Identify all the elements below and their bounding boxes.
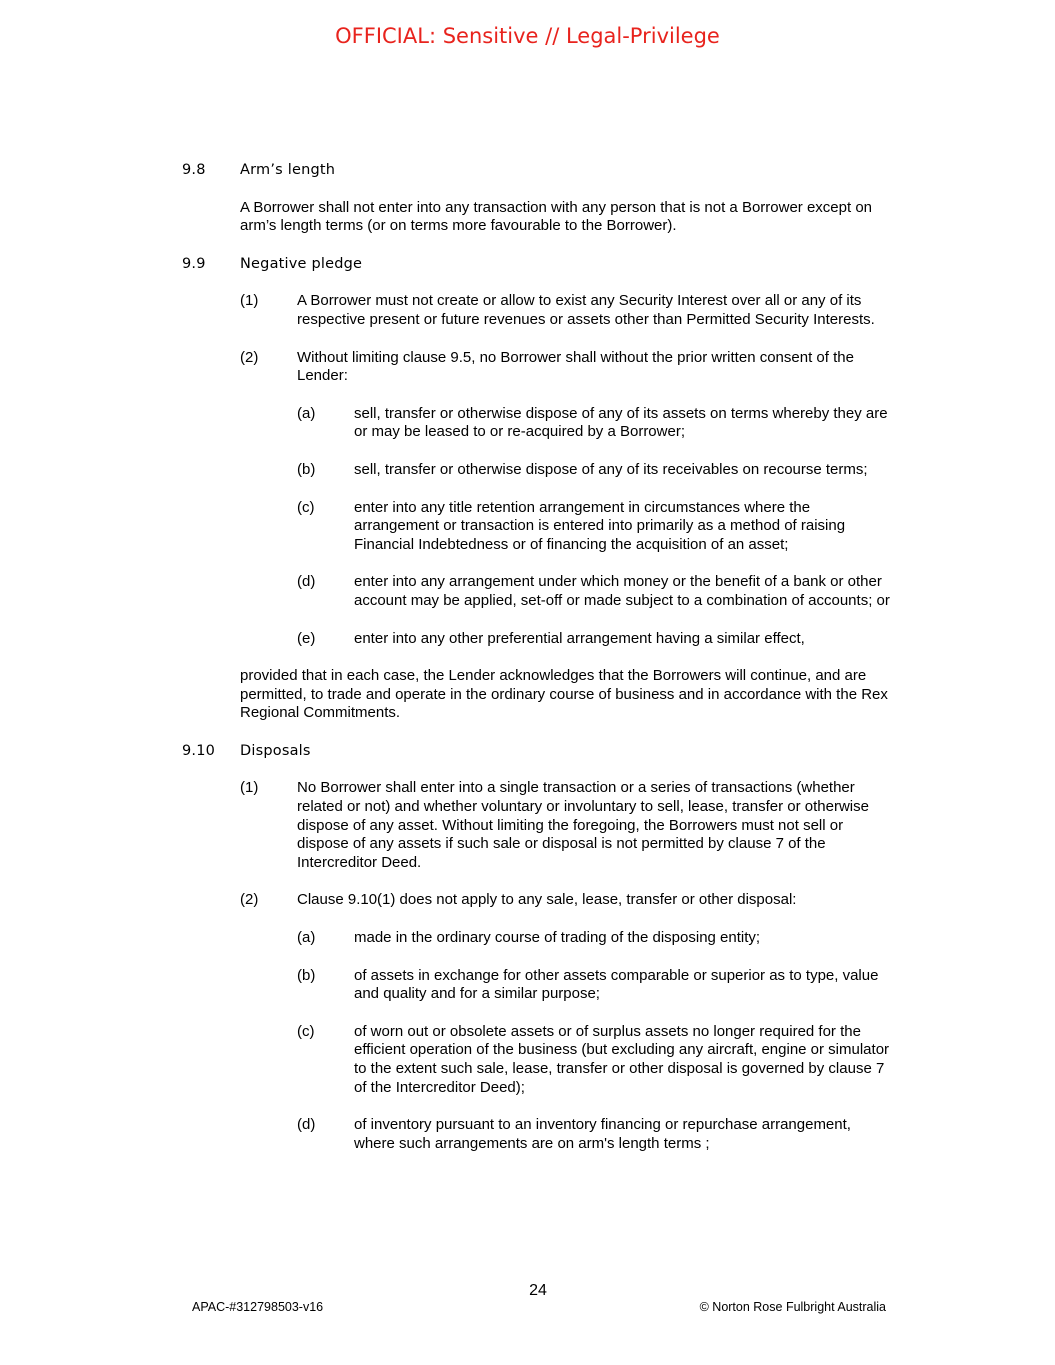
section-title: Arm’s length — [240, 162, 336, 178]
subclause-item — [297, 929, 894, 948]
subclause-text: of assets in exchange for other assets comparable or superior as to type, value and quality and for a similar purpose; — [354, 966, 879, 1003]
subclause-text: enter into any other preferential arrangement having a similar effect, — [354, 629, 805, 647]
classification-banner: OFFICIAL: Sensitive // Legal-Privilege — [335, 24, 720, 48]
page-number: 24 — [529, 1282, 547, 1299]
subclause-text: sell, transfer or otherwise dispose of any of its assets on terms whereby they are or may be leased to or re-acquired by a Borrower; — [354, 404, 888, 441]
subclause-item — [297, 1023, 894, 1097]
subclause-item — [297, 499, 894, 555]
section-title: Negative pledge — [240, 255, 363, 272]
clause-label: (2) — [240, 348, 259, 366]
subclause-text: made in the ordinary course of trading of the disposing entity; — [354, 929, 761, 947]
subclause-text: of worn out or obsolete assets or of surplus assets no longer required for the efficient operation of the business (but excluding any aircraft, engine or simulator to the extent such sale, lease, transfer or other disposal is governed by clause 7 of the Intercreditor Deed); — [354, 1022, 890, 1096]
clause-label: (2) — [240, 891, 259, 909]
subclause-item — [297, 573, 894, 610]
clause-label: (1) — [240, 779, 259, 797]
subclause-label: (b) — [297, 460, 316, 478]
subclause-text: enter into any arrangement under which money or the benefit of a bank or other account may be applied, set-off or made subject to a combination of accounts; or — [354, 573, 890, 609]
subclause-label: (e) — [297, 629, 316, 647]
subclause-label: (a) — [297, 929, 316, 947]
section-title: Disposals — [240, 742, 311, 759]
subclause-item — [297, 630, 894, 649]
section-9-9-proviso: provided that in each case, the Lender acknowledges that the Borrowers will continue, and are permitted, to trade and operate in the ordinary course of business and in accordance with the Rex Regional Commitments. — [240, 667, 888, 722]
section-number: 9.10 — [182, 742, 216, 759]
clause-item — [240, 292, 894, 329]
clause-text: Without limiting clause 9.5, no Borrower shall without the prior written consent of the Lender: — [297, 348, 854, 385]
subclause-item — [297, 461, 894, 480]
clause-item — [240, 349, 894, 386]
subclause-text: of inventory pursuant to an inventory financing or repurchase arrangement, where such arrangements are on arm's length terms ; — [354, 1116, 851, 1152]
subclause-item — [297, 405, 894, 442]
subclause-text: sell, transfer or otherwise dispose of any of its receivables on recourse terms; — [354, 460, 868, 478]
subclause-item — [297, 1116, 894, 1153]
clause-text: A Borrower must not create or allow to exist any Security Interest over all or any of its respective present or future revenues or assets other than Permitted Security Interests. — [297, 292, 875, 328]
clause-label: (1) — [240, 292, 259, 310]
section-9-10-heading — [182, 742, 894, 761]
subclause-label: (c) — [297, 498, 315, 516]
copyright-notice: © Norton Rose Fulbright Australia — [699, 1300, 886, 1314]
subclause-item — [297, 967, 894, 1004]
clause-item — [240, 891, 894, 910]
section-9-8-body: A Borrower shall not enter into any transaction with any person that is not a Borrower except on arm’s length terms (or on terms more favourable to the Borrower). — [240, 198, 873, 235]
clause-text: Clause 9.10(1) does not apply to any sale, lease, transfer or other disposal: — [297, 891, 797, 909]
subclause-label: (c) — [297, 1022, 315, 1040]
section-number: 9.9 — [182, 255, 206, 272]
clause-item — [240, 779, 894, 872]
section-number: 9.8 — [182, 162, 206, 178]
subclause-text: enter into any title retention arrangement in circumstances where the arrangement or transaction is entered into primarily as a method of raising Financial Indebtedness or of financing the acquisition of an asset; — [354, 498, 846, 553]
document-body — [182, 161, 894, 1172]
subclause-label: (d) — [297, 573, 316, 591]
subclause-label: (a) — [297, 404, 316, 422]
subclause-label: (d) — [297, 1116, 316, 1134]
subclause-label: (b) — [297, 966, 316, 984]
section-9-9-heading — [182, 255, 894, 274]
document-reference: APAC-#312798503-v16 — [192, 1300, 324, 1314]
section-9-8-heading — [182, 161, 894, 180]
clause-text: No Borrower shall enter into a single transaction or a series of transactions (whether related or not) and whether voluntary or involuntary to sell, lease, transfer or otherwise dispose of any asset. Without limiting the foregoing, the Borrowers must not sell or dispose of any assets if such sale or disposal is not permitted by clause 7 of the Intercreditor Deed. — [297, 779, 869, 871]
